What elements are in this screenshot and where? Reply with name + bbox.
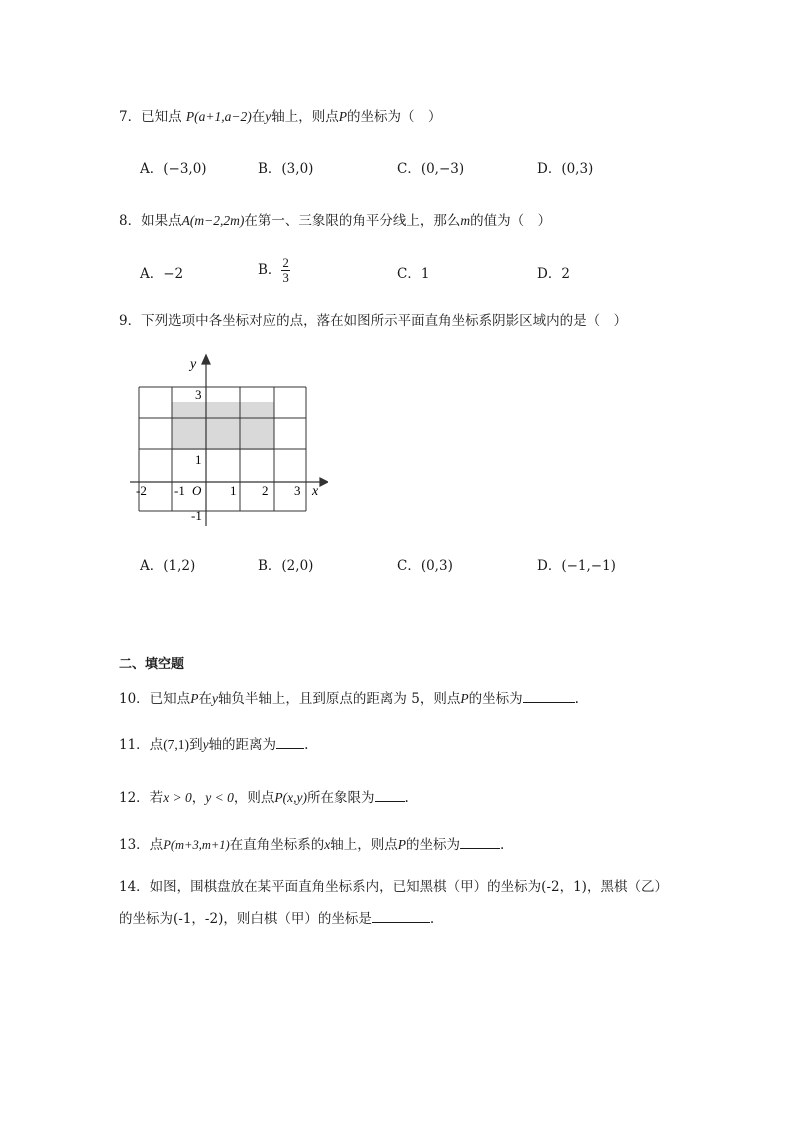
x-tick-label: 2 (262, 483, 269, 498)
y-axis-label: y (190, 357, 197, 372)
q13-stem: 13．点P(m+3,m+1)在直角坐标系的x轴上，则点P的坐标为 . (119, 837, 505, 853)
x-tick-label: 1 (230, 483, 237, 498)
q8-option-d[interactable]: D．2 (537, 266, 570, 282)
q11-stem: 11．点(7,1)到y轴的距离为 . (119, 737, 309, 753)
q8-stem: 8．如果点A(m−2,2m)在第一、三象限的角平分线上，那么m的值为（ ） (119, 213, 552, 229)
x-axis-label: x (312, 484, 319, 499)
q9-coordinate-figure (128, 352, 328, 532)
q14-stem-line2: 的坐标为(-1，-2)，则白棋（甲）的坐标是 . (119, 911, 435, 927)
q12-stem: 12．若x > 0，y < 0，则点P(x,y)所在象限为 . (119, 790, 409, 806)
y-tick-label: -1 (191, 508, 202, 523)
q8-option-a[interactable]: A．−2 (140, 266, 184, 282)
q13-answer-blank[interactable] (460, 836, 500, 849)
q9-stem: 9．下列选项中各坐标对应的点，落在如图所示平面直角坐标系阴影区域内的是（ ） (119, 313, 628, 329)
q8-fraction: $\frac{2}{3}$ (282, 255, 289, 285)
q10-stem: 10．已知点P在y轴负半轴上，且到原点的距离为 5，则点P的坐标为 . (119, 691, 579, 707)
x-tick-label: -1 (174, 483, 185, 498)
q7-option-d[interactable]: D．(0,3) (537, 161, 594, 177)
q8-point-expr: A(m−2,2m) (181, 213, 245, 228)
q7-number: 7．已知点 (119, 109, 186, 125)
q7-option-b[interactable]: B．(3,0) (258, 161, 314, 177)
q8-option-c[interactable]: C．1 (397, 266, 430, 282)
q11-answer-blank[interactable] (276, 736, 304, 749)
q14-answer-blank[interactable] (372, 910, 430, 923)
x-tick-label: -2 (136, 483, 147, 498)
q9-option-d[interactable]: D．(−1,−1) (537, 558, 616, 574)
q12-answer-blank[interactable] (375, 789, 405, 802)
q7-stem: 7．已知点 P(a+1,a−2)在y轴上，则点P的坐标为（ ） (119, 109, 442, 125)
q14-stem-line1: 14．如图，围棋盘放在某平面直角坐标系内，已知黑棋（甲）的坐标为(-2，1)，黑棋（乙） (119, 879, 668, 895)
y-tick-label: 1 (195, 452, 202, 467)
section-title: 二、填空题 (119, 657, 185, 672)
q10-answer-blank[interactable] (523, 690, 575, 703)
q7-option-a[interactable]: A．(−3,0) (140, 161, 207, 177)
q9-option-a[interactable]: A．(1,2) (140, 558, 196, 574)
shaded-region (172, 402, 274, 450)
q8-number: 8．如果点 (119, 213, 182, 229)
q9-option-c[interactable]: C．(0,3) (397, 558, 453, 574)
x-tick-label: 3 (294, 483, 301, 498)
q8-option-b[interactable]: B． $\frac{2}{3}$ (258, 255, 289, 285)
origin-label: O (192, 483, 202, 498)
q7-option-c[interactable]: C．(0,−3) (397, 161, 465, 177)
q7-point-expr: P(a+1,a−2) (185, 109, 252, 124)
y-tick-label: 3 (195, 387, 202, 402)
q9-option-b[interactable]: B．(2,0) (258, 558, 314, 574)
